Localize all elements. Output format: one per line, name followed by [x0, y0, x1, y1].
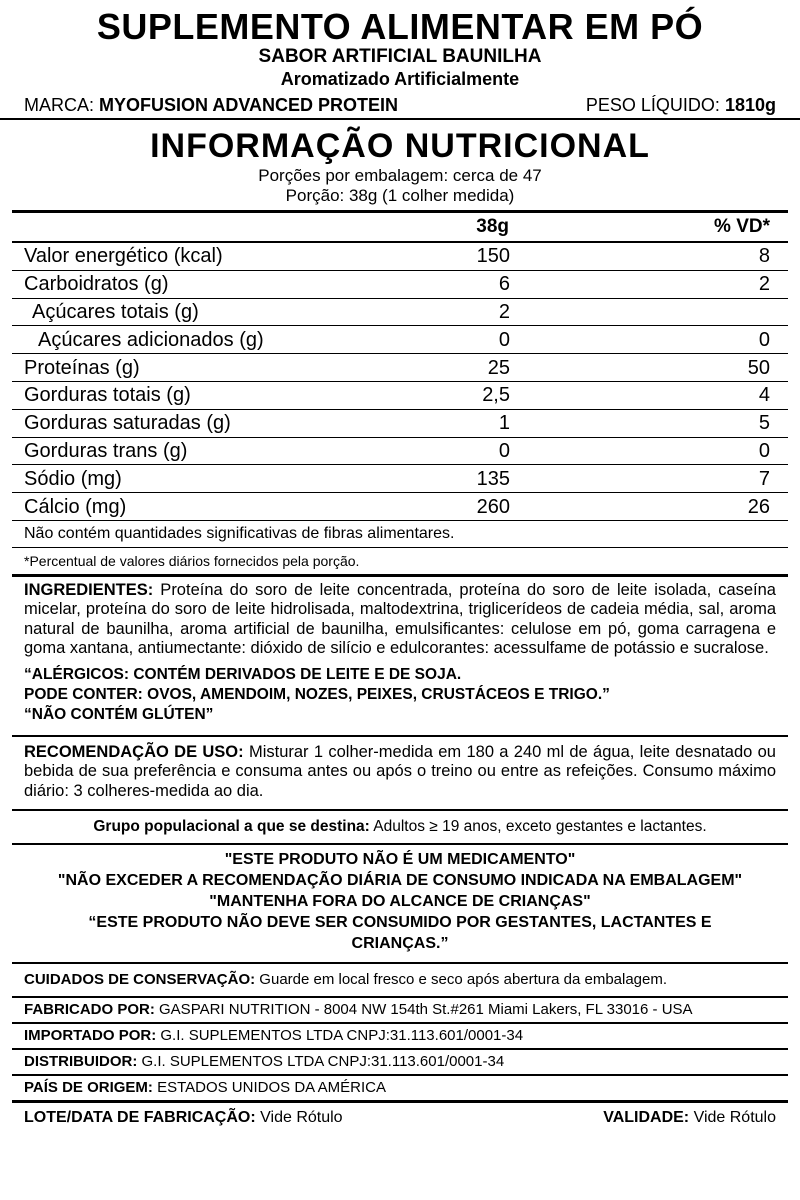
aroma-line: Aromatizado Artificialmente	[280, 69, 520, 89]
origin-row	[12, 1076, 788, 1103]
storage-text: Guarde em local fresco e seco após abertura da embalagem.	[255, 971, 668, 989]
nutrition-title: INFORMAÇÃO NUTRICIONAL	[150, 127, 650, 165]
nutrient-name: Sódio (mg)	[12, 465, 400, 493]
origin-text: ESTADOS UNIDOS DA AMÉRICA	[152, 1079, 387, 1097]
lot-text: Vide Rótulo	[255, 1109, 343, 1127]
validity-text: Vide Rótulo	[689, 1109, 776, 1127]
manufacturer-row	[12, 998, 788, 1024]
manufacturer-label: FABRICADO POR:	[24, 1001, 155, 1019]
nutrition-header-row	[12, 212, 788, 243]
nutrition-table	[12, 210, 788, 521]
servings-per-package: Porções por embalagem: cerca de 47	[258, 166, 542, 185]
allergens-line: “NÃO CONTÉM GLÚTEN”	[24, 705, 214, 723]
nutrient-name: Cálcio (mg)	[12, 493, 400, 521]
warning-line: “ESTE PRODUTO NÃO DEVE SER CONSUMIDO POR GESTANTES, LACTANTES E CRIANÇAS.”	[88, 914, 712, 953]
nutrient-vd: 5	[510, 409, 788, 437]
nutrient-value: 0	[400, 437, 510, 465]
weight-label: PESO LÍQUIDO:	[585, 95, 720, 115]
nutrient-name: Proteínas (g)	[12, 354, 400, 382]
nutrient-value: 25	[400, 354, 510, 382]
table-row	[12, 465, 788, 493]
manufacturer-text: GASPARI NUTRITION - 8004 NW 154th St.#261 Miami Lakers, FL 33016 - USA	[154, 1001, 693, 1019]
nutrient-vd: 8	[510, 242, 788, 270]
ingredients-text: Proteína do soro de leite concentrada, proteína do soro de leite isolada, caseína micelar, proteína do soro de leite hidrolisada, maltodextrina, triglicerídeos de cadeia média, sal, aroma natural de baunilha, aroma artificial de baunilha, emulsificantes: celulose em pó, goma carragena e goma xantana, antiumectante: dióxido de silício e edulcorantes: acessulfame de potássio e sucralose.	[24, 580, 776, 658]
nutrient-value: 150	[400, 242, 510, 270]
usage-text: Misturar 1 colher-medida em 180 a 240 ml de água, leite desnatado ou bebida de sua preferência e consuma antes ou após o treino ou entre as refeições. Consumo máximo diário: 3 colheres-medida ao dia.	[24, 742, 776, 800]
importer-label: IMPORTADO POR:	[24, 1027, 157, 1045]
brand-weight-line	[0, 92, 800, 120]
nutrient-name: Açúcares totais (g)	[12, 298, 400, 326]
distributor-label: DISTRIBUIDOR:	[24, 1053, 138, 1071]
brand-value: MYOFUSION ADVANCED PROTEIN	[99, 95, 399, 115]
fiber-note: Não contém quantidades significativas de fibras alimentares.	[12, 521, 788, 548]
nutrient-value: 1	[400, 409, 510, 437]
ingredients-section	[12, 577, 788, 663]
nutrient-name: Valor energético (kcal)	[12, 242, 400, 270]
nutrient-vd: 2	[510, 270, 788, 298]
brand-label: MARCA:	[24, 95, 95, 115]
group-label: Grupo populacional a que se destina:	[93, 818, 370, 836]
allergens-line: “ALÉRGICOS: CONTÉM DERIVADOS DE LEITE E DE SOJA.	[24, 665, 462, 683]
table-row	[12, 242, 788, 270]
nutrient-name: Gorduras saturadas (g)	[12, 409, 400, 437]
table-row	[12, 298, 788, 326]
serving-size: Porção: 38g (1 colher medida)	[285, 186, 515, 205]
storage-label: CUIDADOS DE CONSERVAÇÃO:	[24, 971, 256, 989]
table-row	[12, 381, 788, 409]
net-weight	[586, 92, 776, 118]
nutrient-vd: 50	[510, 354, 788, 382]
nutrient-value: 260	[400, 493, 510, 521]
nutrient-header	[12, 212, 400, 243]
nutrient-name: Gorduras totais (g)	[12, 381, 400, 409]
validity	[603, 1103, 776, 1133]
nutrient-value: 2	[400, 298, 510, 326]
storage-row	[12, 964, 788, 998]
nutrient-vd: 0	[510, 326, 788, 354]
nutrient-name: Açúcares adicionados (g)	[12, 326, 400, 354]
product-title: SUPLEMENTO ALIMENTAR EM PÓ	[96, 6, 704, 47]
vd-header: % VD*	[510, 212, 788, 243]
usage-section	[12, 737, 788, 812]
nutrient-vd: 0	[510, 437, 788, 465]
nutrient-vd: 4	[510, 381, 788, 409]
brand	[24, 92, 398, 118]
warning-line: "MANTENHA FORA DO ALCANCE DE CRIANÇAS"	[209, 893, 591, 911]
nutrient-value: 2,5	[400, 381, 510, 409]
table-row	[12, 409, 788, 437]
importer-text: G.I. SUPLEMENTOS LTDA CNPJ:31.113.601/0001-34	[156, 1027, 524, 1045]
nutrient-name: Carboidratos (g)	[12, 270, 400, 298]
lot-validity-row	[12, 1103, 788, 1133]
allergens-section	[12, 663, 788, 737]
weight-value: 1810g	[724, 95, 776, 115]
table-row	[12, 437, 788, 465]
nutrient-vd: 7	[510, 465, 788, 493]
warnings-section	[12, 845, 788, 964]
table-row	[12, 354, 788, 382]
nutrient-vd	[510, 298, 788, 326]
usage-label: RECOMENDAÇÃO DE USO:	[24, 742, 244, 761]
nutrient-name: Gorduras trans (g)	[12, 437, 400, 465]
table-row	[12, 326, 788, 354]
validity-label: VALIDADE:	[603, 1109, 690, 1127]
lot-label: LOTE/DATA DE FABRICAÇÃO:	[24, 1109, 256, 1127]
target-group	[12, 811, 788, 845]
nutrient-value: 6	[400, 270, 510, 298]
vd-footnote: *Percentual de valores diários fornecidos pela porção.	[12, 548, 788, 577]
distributor-text: G.I. SUPLEMENTOS LTDA CNPJ:31.113.601/0001-34	[137, 1053, 505, 1071]
nutrient-value: 135	[400, 465, 510, 493]
flavor-line: SABOR ARTIFICIAL BAUNILHA	[258, 46, 542, 67]
warning-line: "ESTE PRODUTO NÃO É UM MEDICAMENTO"	[224, 851, 576, 869]
nutrient-value: 0	[400, 326, 510, 354]
nutrient-vd: 26	[510, 493, 788, 521]
distributor-row	[12, 1050, 788, 1076]
group-text: Adultos ≥ 19 anos, exceto gestantes e lactantes.	[369, 818, 707, 836]
table-row	[12, 493, 788, 521]
origin-label: PAÍS DE ORIGEM:	[24, 1079, 153, 1097]
allergens-line: PODE CONTER: OVOS, AMENDOIM, NOZES, PEIXES, CRUSTÁCEOS E TRIGO.”	[24, 685, 610, 703]
warning-line: "NÃO EXCEDER A RECOMENDAÇÃO DIÁRIA DE CONSUMO INDICADA NA EMBALAGEM"	[57, 872, 743, 890]
table-row	[12, 270, 788, 298]
importer-row	[12, 1024, 788, 1050]
ingredients-label: INGREDIENTES:	[24, 580, 154, 599]
lot	[24, 1103, 343, 1133]
portion-header: 38g	[400, 212, 510, 243]
